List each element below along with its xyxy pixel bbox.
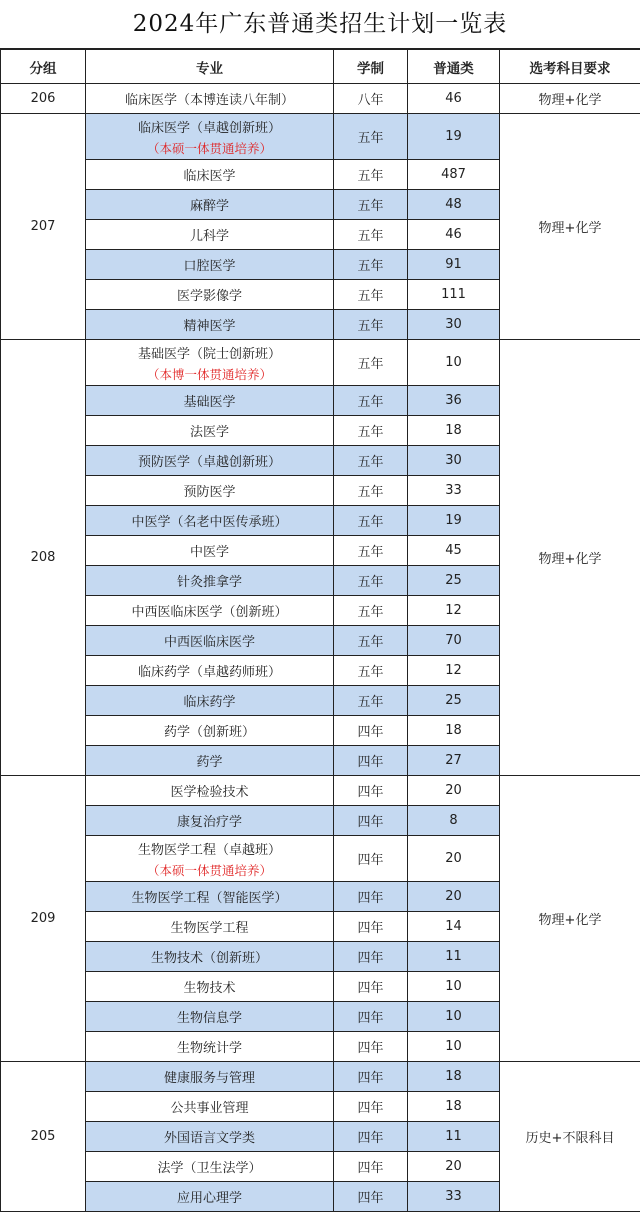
major-cell: [86, 250, 334, 280]
header-group: 分组: [1, 50, 86, 84]
major-name: 应用心理学: [176, 1191, 242, 1206]
duration-cell: 四年: [334, 1092, 408, 1122]
major-cell: [86, 746, 334, 776]
quota-cell: 14: [408, 912, 500, 942]
table-row: [1, 340, 640, 386]
duration-cell: 五年: [334, 536, 408, 566]
duration-cell: 四年: [334, 1152, 408, 1182]
quota-cell: 30: [408, 310, 500, 340]
duration-cell: 五年: [334, 160, 408, 190]
major-cell: [86, 882, 334, 912]
major-cell: [86, 836, 334, 882]
major-cell: [86, 1152, 334, 1182]
duration-cell: 四年: [334, 912, 408, 942]
subject-requirement-cell: 物理+化学: [500, 776, 640, 1062]
major-name: 生物医学工程（卓越班）: [137, 842, 281, 858]
major-name: 药学: [196, 755, 223, 770]
major-cell: [86, 912, 334, 942]
major-cell: [86, 686, 334, 716]
duration-cell: 四年: [334, 746, 408, 776]
major-cell: [86, 476, 334, 506]
header-quota: 普通类: [408, 50, 500, 84]
duration-cell: 四年: [334, 1002, 408, 1032]
major-cell: [86, 656, 334, 686]
quota-cell: 111: [408, 280, 500, 310]
major-name: 针灸推拿学: [176, 575, 242, 590]
group-code-cell: 206: [1, 84, 86, 114]
quota-cell: 10: [408, 1002, 500, 1032]
major-cell: [86, 1062, 334, 1092]
major-cell: [86, 506, 334, 536]
major-cell: [86, 1122, 334, 1152]
quota-cell: 18: [408, 1092, 500, 1122]
major-cell: [86, 776, 334, 806]
duration-cell: 五年: [334, 340, 408, 386]
group-code-cell: 207: [1, 114, 86, 340]
major-cell: [86, 536, 334, 566]
quota-cell: 20: [408, 1152, 500, 1182]
group-code-cell: 209: [1, 776, 86, 1062]
major-cell: [86, 1002, 334, 1032]
duration-cell: 五年: [334, 626, 408, 656]
major-cell: [86, 566, 334, 596]
major-name: 健康服务与管理: [163, 1071, 255, 1086]
quota-cell: 30: [408, 446, 500, 476]
quota-cell: 33: [408, 476, 500, 506]
major-name: 临床药学（卓越药师班）: [137, 665, 281, 680]
duration-cell: 五年: [334, 476, 408, 506]
major-name: 临床药学: [183, 695, 236, 710]
major-cell: [86, 416, 334, 446]
subject-requirement-cell: 物理+化学: [500, 84, 640, 114]
table-row: [1, 84, 640, 114]
major-note: （本博一体贯通培养）: [146, 366, 272, 382]
major-name: 生物医学工程: [170, 921, 249, 936]
major-name: 中西医临床医学: [163, 635, 255, 650]
major-name: 生物信息学: [176, 1011, 242, 1026]
quota-cell: 25: [408, 686, 500, 716]
duration-cell: 四年: [334, 836, 408, 882]
quota-cell: 36: [408, 386, 500, 416]
quota-cell: 20: [408, 836, 500, 882]
quota-cell: 91: [408, 250, 500, 280]
major-name: 临床医学（卓越创新班）: [137, 120, 281, 136]
quota-cell: 10: [408, 1032, 500, 1062]
duration-cell: 五年: [334, 220, 408, 250]
major-name: 药学（创新班）: [163, 725, 255, 740]
major-name: 生物技术: [183, 981, 236, 996]
major-note: （本硕一体贯通培养）: [146, 140, 272, 156]
duration-cell: 四年: [334, 972, 408, 1002]
duration-cell: 四年: [334, 716, 408, 746]
quota-cell: 19: [408, 114, 500, 160]
quota-cell: 46: [408, 84, 500, 114]
duration-cell: 五年: [334, 280, 408, 310]
major-name: 法医学: [189, 425, 229, 440]
major-name: 临床医学: [183, 169, 236, 184]
major-cell: [86, 220, 334, 250]
duration-cell: 五年: [334, 656, 408, 686]
major-cell: [86, 160, 334, 190]
major-cell: [86, 446, 334, 476]
major-name: 精神医学: [183, 319, 236, 334]
enrollment-table: [0, 49, 640, 1212]
quota-cell: 27: [408, 746, 500, 776]
quota-cell: 19: [408, 506, 500, 536]
page-title: 2024年广东普通类招生计划一览表: [0, 0, 640, 49]
header-row: [1, 50, 640, 84]
group-code-cell: 208: [1, 340, 86, 776]
duration-cell: 四年: [334, 776, 408, 806]
major-cell: [86, 190, 334, 220]
header-major: 专业: [86, 50, 334, 84]
major-cell: [86, 386, 334, 416]
major-cell: [86, 626, 334, 656]
major-name: 中医学（名老中医传承班）: [131, 515, 288, 530]
major-name: 中西医临床医学（创新班）: [131, 605, 288, 620]
major-cell: [86, 806, 334, 836]
major-name: 生物统计学: [176, 1041, 242, 1056]
quota-cell: 18: [408, 716, 500, 746]
major-cell: [86, 280, 334, 310]
quota-cell: 12: [408, 596, 500, 626]
quota-cell: 18: [408, 416, 500, 446]
major-cell: [86, 1092, 334, 1122]
quota-cell: 10: [408, 972, 500, 1002]
quota-cell: 20: [408, 882, 500, 912]
quota-cell: 10: [408, 340, 500, 386]
major-cell: [86, 340, 334, 386]
major-name: 康复治疗学: [176, 815, 242, 830]
major-cell: [86, 596, 334, 626]
major-cell: [86, 114, 334, 160]
major-name: 生物技术（创新班）: [150, 951, 268, 966]
duration-cell: 五年: [334, 114, 408, 160]
duration-cell: 四年: [334, 942, 408, 972]
duration-cell: 五年: [334, 506, 408, 536]
quota-cell: 48: [408, 190, 500, 220]
quota-cell: 487: [408, 160, 500, 190]
quota-cell: 70: [408, 626, 500, 656]
quota-cell: 8: [408, 806, 500, 836]
table-row: [1, 114, 640, 160]
duration-cell: 四年: [334, 1062, 408, 1092]
duration-cell: 五年: [334, 686, 408, 716]
major-name: 麻醉学: [189, 199, 229, 214]
duration-cell: 五年: [334, 566, 408, 596]
major-name: 医学检验技术: [170, 785, 249, 800]
duration-cell: 八年: [334, 84, 408, 114]
major-name: 预防医学（卓越创新班）: [137, 455, 281, 470]
table-row: [1, 776, 640, 806]
major-name: 临床医学（本博连读八年制）: [124, 93, 294, 108]
duration-cell: 四年: [334, 1122, 408, 1152]
quota-cell: 11: [408, 942, 500, 972]
major-cell: [86, 972, 334, 1002]
duration-cell: 四年: [334, 882, 408, 912]
duration-cell: 五年: [334, 416, 408, 446]
quota-cell: 46: [408, 220, 500, 250]
duration-cell: 五年: [334, 310, 408, 340]
major-name: 生物医学工程（智能医学）: [131, 891, 288, 906]
major-name: 公共事业管理: [170, 1101, 249, 1116]
major-name: 中医学: [189, 545, 229, 560]
major-name: 儿科学: [189, 229, 229, 244]
duration-cell: 五年: [334, 386, 408, 416]
duration-cell: 五年: [334, 250, 408, 280]
header-duration: 学制: [334, 50, 408, 84]
major-cell: [86, 310, 334, 340]
major-note: （本硕一体贯通培养）: [146, 862, 272, 878]
group-code-cell: 205: [1, 1062, 86, 1212]
major-name: 法学（卫生法学）: [157, 1161, 262, 1176]
duration-cell: 五年: [334, 190, 408, 220]
major-cell: [86, 84, 334, 114]
major-name: 预防医学: [183, 485, 236, 500]
quota-cell: 20: [408, 776, 500, 806]
subject-requirement-cell: 物理+化学: [500, 114, 640, 340]
major-cell: [86, 716, 334, 746]
major-name: 基础医学（院士创新班）: [137, 346, 281, 362]
subject-requirement-cell: 历史+不限科目: [500, 1062, 640, 1212]
major-name: 医学影像学: [176, 289, 242, 304]
major-name: 外国语言文学类: [163, 1131, 255, 1146]
major-cell: [86, 1182, 334, 1212]
quota-cell: 11: [408, 1122, 500, 1152]
table-row: [1, 1062, 640, 1092]
quota-cell: 25: [408, 566, 500, 596]
duration-cell: 五年: [334, 446, 408, 476]
quota-cell: 18: [408, 1062, 500, 1092]
quota-cell: 33: [408, 1182, 500, 1212]
major-cell: [86, 1032, 334, 1062]
duration-cell: 四年: [334, 1182, 408, 1212]
table-body: [1, 84, 640, 1212]
major-cell: [86, 942, 334, 972]
major-name: 基础医学: [183, 395, 236, 410]
duration-cell: 四年: [334, 806, 408, 836]
header-subjects: 选考科目要求: [500, 50, 640, 84]
duration-cell: 四年: [334, 1032, 408, 1062]
quota-cell: 45: [408, 536, 500, 566]
duration-cell: 五年: [334, 596, 408, 626]
quota-cell: 12: [408, 656, 500, 686]
subject-requirement-cell: 物理+化学: [500, 340, 640, 776]
major-name: 口腔医学: [183, 259, 236, 274]
